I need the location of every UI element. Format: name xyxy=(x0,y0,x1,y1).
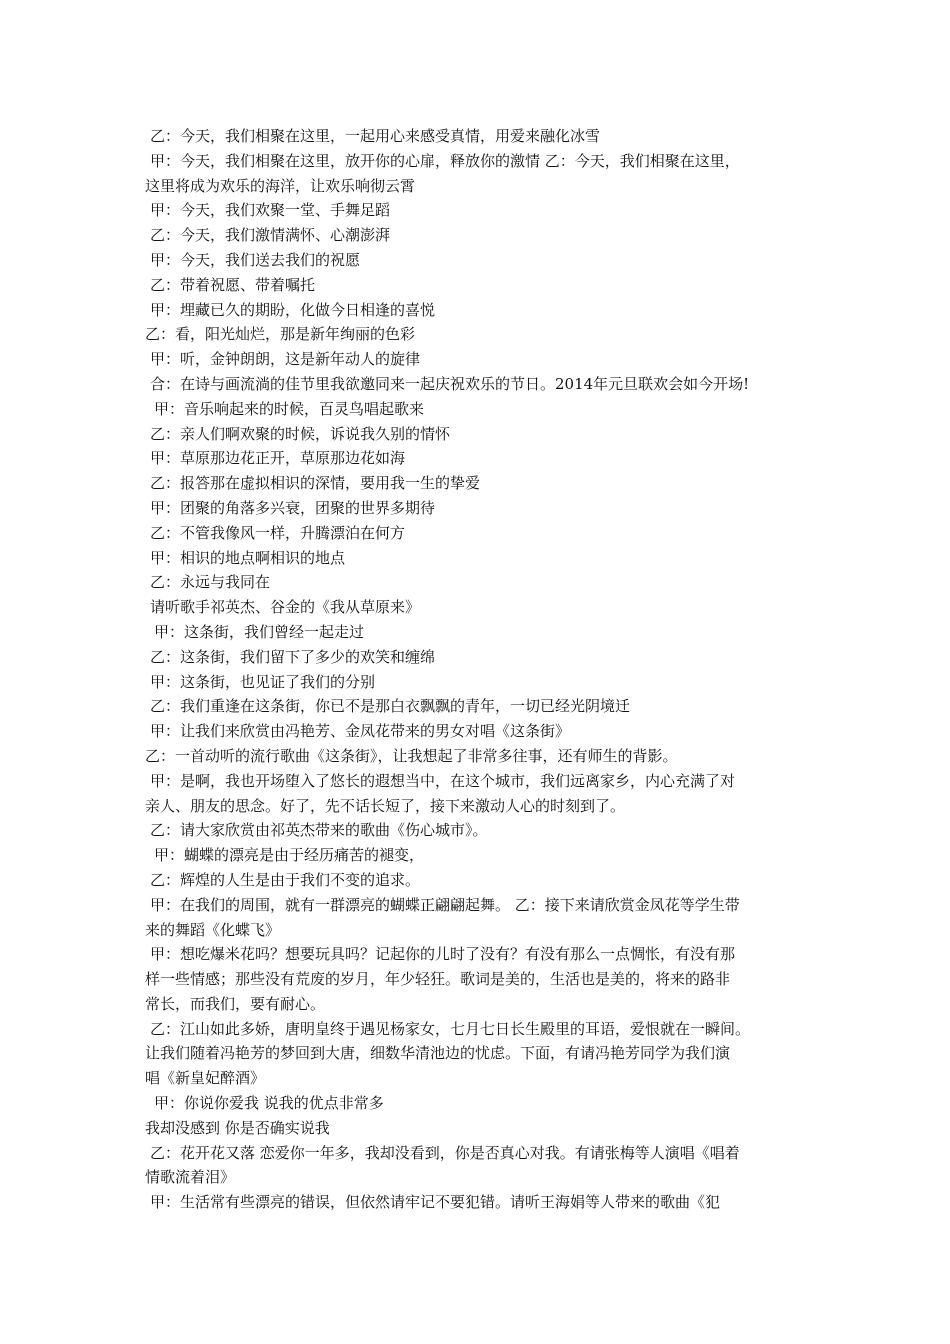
text-line-11: 合：在诗与画流淌的佳节里我欲邀同来一起庆祝欢乐的节日。2014年元旦联欢会如今开场! xyxy=(150,374,750,393)
text-line-40: 甲：你说你爱我 说我的优点非常多 xyxy=(154,1094,384,1113)
text-line-38: 让我们随着冯艳芳的梦回到大唐，细数华清池边的忧虑。下面，有请冯艳芳同学为我们演 xyxy=(145,1044,731,1063)
text-line-36: 常长，而我们，要有耐心。 xyxy=(145,994,326,1013)
text-line-30: 甲：蝴蝶的漂亮是由于经历痛苦的褪变， xyxy=(154,846,425,865)
text-line-19: 乙：永远与我同在 xyxy=(150,573,271,592)
text-line-28: 亲人、朋友的思念。好了，先不话长短了，接下来激动人心的时刻到了。 xyxy=(145,796,626,815)
text-line-3: 这里将成为欢乐的海洋，让欢乐响彻云霄 xyxy=(145,176,416,195)
text-line-33: 来的舞蹈《化蝶飞》 xyxy=(145,920,281,939)
text-line-16: 甲：团聚的角落多兴衰，团聚的世界多期待 xyxy=(150,498,436,517)
text-line-32: 甲：在我们的周围，就有一群漂亮的蝴蝶正翩翩起舞。 乙：接下来请欣赏金凤花等学生带 xyxy=(150,895,740,914)
text-line-21: 甲：这条街，我们曾经一起走过 xyxy=(154,622,365,641)
text-line-15: 乙：报答那在虚拟相识的深情，要用我一生的挚爱 xyxy=(150,474,481,493)
text-line-37: 乙：江山如此多娇，唐明皇终于遇见杨家女，七月七日长生殿里的耳语，爱恨就在一瞬间。 xyxy=(150,1019,751,1038)
text-line-39: 唱《新皇妃醉酒》 xyxy=(145,1069,266,1088)
text-line-20: 请听歌手祁英杰、谷金的《我从草原来》 xyxy=(150,598,421,617)
text-line-34: 甲：想吃爆米花吗？想要玩具吗？记起你的儿时了没有？有没有那么一点惆怅，有没有那 xyxy=(150,945,736,964)
text-line-13: 乙：亲人们啊欢聚的时候，诉说我久别的情怀 xyxy=(150,424,451,443)
text-line-41: 我却没感到 你是否确实说我 xyxy=(145,1118,330,1137)
text-line-7: 乙：带着祝愿、带着嘱托 xyxy=(150,275,316,294)
text-line-35: 样一些情感；那些没有荒废的岁月，年少轻狂。歌词是美的，生活也是美的，将来的路非 xyxy=(145,970,731,989)
text-line-10: 甲：听，金钟朗朗，这是新年动人的旋律 xyxy=(150,350,421,369)
text-line-17: 乙：不管我像风一样，升腾漂泊在何方 xyxy=(150,523,406,542)
text-line-27: 甲：是啊，我也开场堕入了悠长的遐想当中，在这个城市，我们远离家乡，内心充满了对 xyxy=(150,771,736,790)
text-line-18: 甲：相识的地点啊相识的地点 xyxy=(150,548,346,567)
text-line-22: 乙：这条街，我们留下了多少的欢笑和缠绵 xyxy=(150,647,436,666)
text-line-26: 乙：一首动听的流行歌曲《这条街》，让我想起了非常多往事，还有师生的背影。 xyxy=(145,746,678,765)
text-line-43: 情歌流着泪》 xyxy=(145,1168,236,1187)
text-line-9: 乙：看，阳光灿烂，那是新年绚丽的色彩 xyxy=(145,325,416,344)
text-line-29: 乙：请大家欣赏由祁英杰带来的歌曲《伤心城市》。 xyxy=(150,821,488,840)
text-line-23: 甲：这条街，也见证了我们的分别 xyxy=(150,672,376,691)
text-line-8: 甲：埋藏已久的期盼，化做今日相逢的喜悦 xyxy=(150,300,436,319)
text-line-5: 乙：今天，我们激情满怀、心潮澎湃 xyxy=(150,226,391,245)
text-line-42: 乙：花开花又落 恋爱你一年多，我却没看到，你是否真心对我。有请张梅等人演唱《唱着 xyxy=(150,1143,740,1162)
text-line-6: 甲：今天，我们送去我们的祝愿 xyxy=(150,250,361,269)
text-line-12: 甲：音乐响起来的时候，百灵鸟唱起歌来 xyxy=(154,399,425,418)
document-body xyxy=(145,124,810,1215)
text-line-44: 甲：生活常有些漂亮的错误，但依然请牢记不要犯错。请听王海娟等人带来的歌曲《犯 xyxy=(150,1193,721,1212)
text-line-31: 乙：辉煌的人生是由于我们不变的追求。 xyxy=(150,870,421,889)
text-line-2: 甲：今天，我们相聚在这里，放开你的心扉，释放你的激情 乙：今天，我们相聚在这里， xyxy=(150,151,740,170)
text-line-4: 甲：今天，我们欢聚一堂、手舞足蹈 xyxy=(150,201,391,220)
text-line-25: 甲：让我们来欣赏由冯艳芳、金凤花带来的男女对唱《这条街》 xyxy=(150,722,571,741)
text-line-14: 甲：草原那边花正开，草原那边花如海 xyxy=(150,449,406,468)
text-line-24: 乙：我们重逢在这条街，你已不是那白衣飘飘的青年，一切已经光阴境迁 xyxy=(150,697,631,716)
text-line-1: 乙：今天，我们相聚在这里，一起用心来感受真情，用爱来融化冰雪 xyxy=(150,127,601,145)
